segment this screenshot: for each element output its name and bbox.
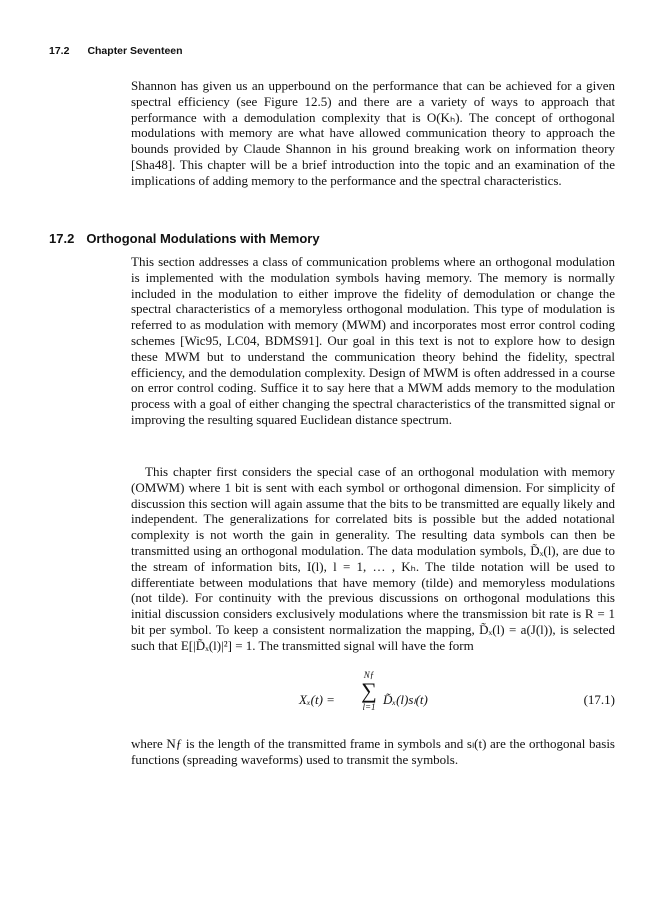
equation-lhs: Xₓ(t) =: [299, 692, 335, 707]
summation: [358, 670, 380, 712]
section-title: Orthogonal Modulations with Memory: [86, 231, 320, 246]
summation-upper-limit: Nƒ: [363, 670, 375, 680]
running-head: [49, 45, 183, 57]
equation-rhs: D̃ₓ(l)sₗ(t): [383, 692, 428, 707]
body-paragraph-1: This section addresses a class of communication problems where an orthogonal modulation is implemented with the modulation symbols having memory. The memory is normally included in the modulation to either improve the fidelity of demodulation or change the spectral characteristics of a memoryless orthogonal modulation. This type of modulation is referred to as modulation with memory (MWM) and incorporates most error control coding schemes [Wic95, LC04, BDMS91]. Our goal in this text is not to explore how to design these MWM but to understand the communication theory behind the fidelity, spectral efficiency, and the demodulation complexity. Design of MWM is often addressed in a course on error control coding. Suffice it to say here that a MWM adds memory to the modulation process with a goal of either changing the spectral characteristics of the transmitted signal or improving the resulting squared Euclidean distance spectrum.: [131, 254, 615, 427]
equation-17-1: [131, 668, 615, 724]
running-head-chapter-title: Chapter Seventeen: [87, 45, 183, 57]
body-paragraph-2: This chapter first considers the special case of an orthogonal modulation with memory (OMWM) where 1 bit is sent with each symbol or orthogonal dimension. For simplicity of discussion this section will again assume that the bits to be transmitted are equally likely and independent. The generalizations for correlated bits is possible but the added notational complexity is not worth the gain in generality. The resulting data symbols can then be transmitted using an orthogonal modulation. The data modulation symbols, D̃ₓ(l), are due to the stream of information bits, I(l), l = 1, … , Kₕ. The tilde notation will be used to differentiate between modulations that have memory (tilde) and memoryless modulations (not tilde). For continuity with the previous discussions on orthogonal modulations this initial discussion considers exclusively modulations where the transmission bit rate is R = 1 bit per symbol. To keep a consistent normalization the mapping, D̃ₓ(l) = a(J(l)), is selected such that E[|D̃ₓ(l)|²] = 1. The transmitted signal will have the form: [131, 464, 615, 653]
body-paragraph-3: where Nƒ is the length of the transmitted frame in symbols and sₗ(t) are the orthogonal basis functions (spreading waveforms) used to transmit the symbols.: [131, 736, 615, 767]
running-head-section-number: 17.2: [49, 45, 70, 57]
section-number: 17.2: [49, 231, 75, 246]
section-heading: [49, 231, 320, 246]
equation-number: (17.1): [583, 692, 615, 707]
summation-sign: ∑: [361, 678, 377, 703]
intro-paragraph: Shannon has given us an upperbound on the performance that can be achieved for a given spectral efficiency (see Figure 12.5) and there are a variety of ways to approach that performance with a demodulation complexity that is O(Kₕ). The concept of orthogonal modulations with memory are what have allowed communication theory to approach the bounds provided by Claude Shannon in his ground breaking work on information theory [Sha48]. This chapter will be a brief introduction into the topic and an examination of the implications of adding memory to the performance and the spectral characteristics.: [131, 78, 615, 188]
summation-lower-limit: l=1: [362, 702, 376, 712]
